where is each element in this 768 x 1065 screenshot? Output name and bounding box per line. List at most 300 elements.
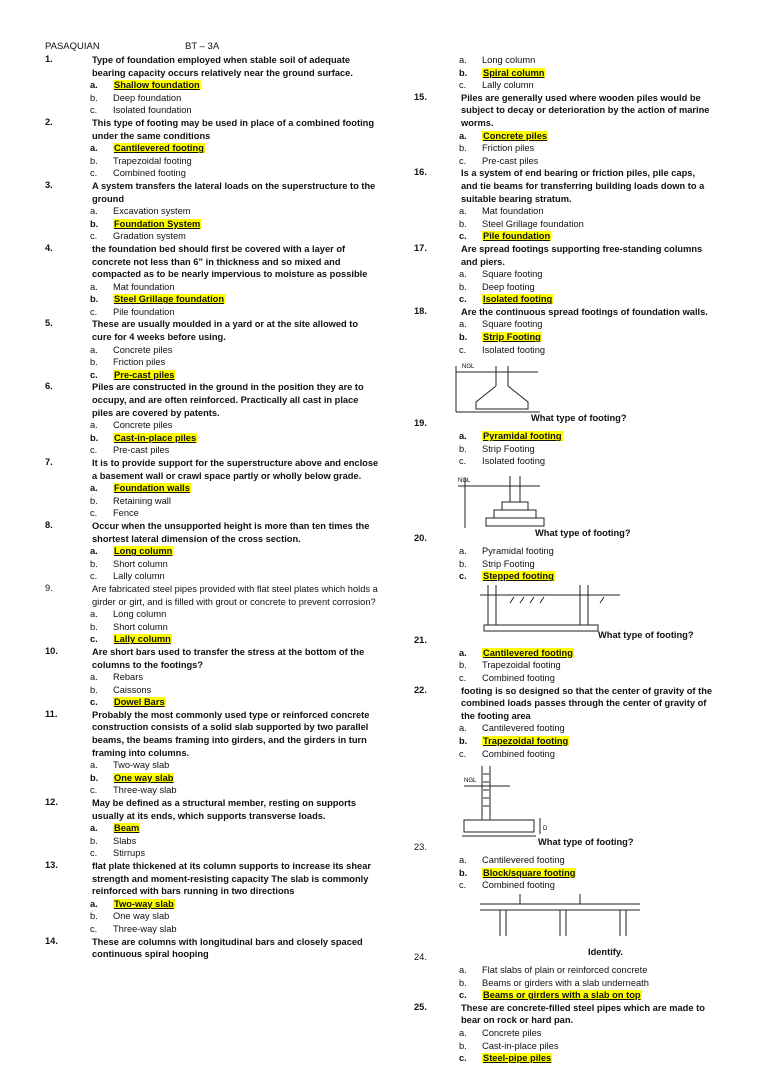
choice-letter: a. [459, 319, 467, 330]
choice-text [113, 92, 181, 105]
question-number: 19. [414, 418, 427, 429]
answer-choice [414, 331, 714, 344]
answer-highlight: Block/square footing [483, 867, 576, 878]
question-item [45, 936, 380, 961]
choice-text [482, 54, 535, 67]
choice [414, 281, 714, 294]
choice-letter: c. [90, 168, 98, 179]
choice-text [482, 672, 555, 685]
choice-text [482, 748, 555, 761]
choice-label: Slabs [113, 835, 137, 846]
choice [414, 659, 714, 672]
question-number: 24. [414, 951, 427, 962]
choice-text [113, 205, 191, 218]
choice-label: Pile foundation [113, 306, 175, 317]
figure-question [414, 468, 714, 545]
choice [45, 419, 380, 432]
choice-text [113, 306, 175, 319]
choice-letter: a. [459, 431, 467, 442]
choice-text [482, 964, 647, 977]
choice [45, 784, 380, 797]
choice-label: Isolated footing [482, 456, 546, 467]
choice-label: Rebars [113, 672, 143, 683]
figure-question [414, 356, 714, 430]
choice [45, 759, 380, 772]
choice-text [482, 79, 534, 92]
question-number: 20. [414, 533, 427, 544]
choice-text [113, 432, 197, 445]
question-text: Are the continuous spread footings of foundation walls. [461, 306, 708, 317]
question-item [45, 243, 380, 319]
choice [414, 964, 714, 977]
choice-label: Mat foundation [482, 206, 544, 217]
choice-letter: a. [90, 546, 98, 557]
choice [45, 230, 380, 243]
choice-label: Three-way slab [113, 785, 177, 796]
choice-letter: b. [459, 660, 467, 671]
choice [414, 54, 714, 67]
choice-text [482, 205, 544, 218]
choice-label: Strip Footing [482, 558, 535, 569]
choice-letter: c. [90, 508, 98, 519]
choice-label: Two-way slab [113, 760, 170, 771]
choice-text [482, 989, 642, 1002]
choice-text [482, 558, 535, 571]
choice-label: Concrete piles [113, 344, 173, 355]
question-text: flat plate thickened at its column supports to increase its shear strength and moment-resisting capacity The slab is commonly reinforced with bars running in two directions [92, 861, 371, 897]
question-text: May be defined as a structural member, resting on supports usually at its ends, which supports transverse loads. [92, 798, 356, 821]
choice-text [482, 293, 553, 306]
choice-letter: b. [459, 977, 467, 988]
choice [414, 455, 714, 468]
choice [45, 495, 380, 508]
choice-label: Stirrups [113, 848, 146, 859]
choice-label: Gradation system [113, 231, 186, 242]
answer-choice [45, 545, 380, 558]
question-item [45, 709, 380, 797]
question-item [414, 306, 714, 356]
section-label: BT – 3A [185, 41, 220, 52]
choice-letter: c. [90, 697, 98, 708]
answer-highlight: Dowel Bars [114, 697, 165, 708]
choice [414, 268, 714, 281]
choice-letter: b. [459, 443, 467, 454]
choice-letter: c. [459, 231, 467, 242]
choice-text [482, 545, 554, 558]
choice [45, 835, 380, 848]
student-name: PASAQUIAN [45, 41, 100, 52]
choice-letter: b. [90, 218, 99, 229]
footing-sketch [440, 583, 650, 635]
choice-label: Square footing [482, 269, 543, 280]
choice-letter: b. [90, 495, 98, 506]
answer-choice [414, 867, 714, 880]
choice-letter: c. [90, 306, 98, 317]
choice-label: Pyramidal footing [482, 546, 554, 557]
choice-letter: c. [459, 294, 467, 305]
choice-label: Retaining wall [113, 495, 171, 506]
answer-highlight: Cantilevered footing [114, 143, 204, 154]
answer-choice [45, 633, 380, 646]
choice-label: Isolated footing [482, 344, 546, 355]
choice-letter: b. [90, 772, 99, 783]
answer-choice [45, 482, 380, 495]
question-text: Probably the most commonly used type or reinforced concrete construction consists of a solid slab supported by two parallel beams, the beams framing into girders, and the girders in turn framing into columns. [92, 709, 370, 758]
choice-letter: b. [459, 143, 467, 154]
question-number: 7. [45, 457, 53, 467]
choice-label: Long column [482, 55, 536, 65]
answer-highlight: Concrete piles [483, 130, 548, 141]
choice-letter: c. [459, 80, 467, 91]
choice-letter: a. [90, 898, 98, 909]
choice-text [113, 281, 175, 294]
choice-label: Cast-in-place piles [482, 1040, 559, 1051]
choice-letter: b. [90, 155, 98, 166]
choice-letter: b. [459, 1040, 467, 1051]
choice-letter: b. [459, 332, 468, 343]
answer-highlight: Strip Footing [483, 332, 541, 343]
question-number: 17. [414, 242, 427, 253]
choice [45, 306, 380, 319]
choice-text [113, 671, 143, 684]
question-item [45, 520, 380, 583]
choice-label: Pre-cast piles [482, 155, 539, 166]
question-item [45, 860, 380, 936]
choice-letter: a. [459, 723, 467, 734]
choice [414, 879, 714, 892]
choice-label: Concrete piles [482, 1027, 542, 1038]
choice-label: Isolated foundation [113, 105, 192, 116]
choice-label: Pre-cast piles [113, 445, 170, 456]
choice [45, 92, 380, 105]
choice [414, 344, 714, 357]
choice-letter: c. [90, 231, 98, 242]
question-text: It is to provide support for the superstructure above and enclose a basement wall or crawl space partly or wholly below grade. [92, 458, 379, 481]
choice [45, 444, 380, 457]
choice [45, 344, 380, 357]
question-prompt: What type of footing? [531, 413, 627, 424]
choice-letter: a. [459, 855, 467, 866]
choice [414, 1027, 714, 1040]
choice-label: Combined footing [482, 673, 555, 683]
question-text: the foundation bed should first be covered with a layer of concrete not less than 6” in thickness and so mixed and compacted as to be nearly impervious to moisture as possible [92, 243, 368, 280]
choice-letter: c. [90, 785, 98, 796]
choice [45, 608, 380, 621]
answer-choice [45, 142, 380, 155]
choice [414, 142, 714, 155]
choice-letter: c. [90, 571, 98, 582]
choice-text [482, 344, 545, 357]
choice-text [113, 835, 136, 848]
choice-letter: b. [459, 558, 467, 569]
choice-text [113, 167, 186, 180]
choice-letter: b. [90, 835, 98, 846]
choice-text [113, 633, 172, 646]
choice-letter: c. [90, 105, 98, 116]
choice-text [482, 318, 542, 331]
choice-text [482, 155, 538, 168]
answer-choice [45, 822, 380, 835]
choice-letter: b. [459, 281, 467, 292]
choice-letter: b. [90, 621, 98, 632]
choice-text [482, 430, 563, 443]
choice [45, 167, 380, 180]
choice [45, 570, 380, 583]
choice [414, 854, 714, 867]
choice-letter: c. [459, 1053, 467, 1064]
choice-label: Lally column [113, 571, 165, 582]
choice-text [113, 79, 201, 92]
choice-label: Deep foundation [113, 92, 182, 103]
choice-letter: c. [459, 748, 467, 759]
answer-highlight: Pile foundation [483, 231, 551, 242]
choice-letter: b. [90, 911, 98, 922]
choice-letter: a. [90, 672, 98, 683]
question-number: 5. [45, 318, 53, 329]
question-number: 23. [414, 842, 427, 853]
choice [414, 558, 714, 571]
question-item [414, 1002, 714, 1065]
answer-choice [414, 230, 714, 243]
choice-text [113, 369, 175, 382]
choice-text [482, 331, 542, 344]
question-number: 6. [45, 381, 53, 392]
choice-letter: c. [459, 880, 467, 891]
choice-label: Caissons [113, 684, 152, 695]
answer-highlight: Two-way slab [114, 898, 174, 909]
question-item [45, 318, 380, 381]
answer-highlight: Trapezoidal footing [483, 735, 569, 746]
choice-label: Cantilevered footing [482, 855, 565, 866]
choice-text [113, 822, 140, 835]
fig-label: NGL [462, 364, 475, 371]
choice-letter: a. [459, 647, 467, 658]
question-text: These are concrete-filled steel pipes which are made to bear on rock or hard pan. [461, 1002, 705, 1026]
answer-highlight: Foundation System [114, 218, 201, 229]
choice-letter: a. [90, 609, 98, 620]
choice [45, 684, 380, 697]
choice-letter: a. [90, 483, 98, 494]
answer-highlight: Spiral column [483, 67, 545, 78]
fig-label: NGL [464, 778, 477, 785]
answer-highlight: Cantilevered footing [483, 647, 573, 658]
choice-label: Strip Footing [482, 443, 535, 454]
question-text: Are spread footings supporting free-standing columns and piers. [461, 243, 703, 267]
answer-highlight: Isolated footing [483, 294, 553, 305]
question-number: 10. [45, 645, 58, 656]
answer-highlight: One way slab [114, 772, 174, 783]
choice [45, 847, 380, 860]
choice-text [113, 696, 166, 709]
question-item [45, 117, 380, 180]
answer-choice [414, 1052, 714, 1065]
choice-text [113, 218, 201, 231]
choice-letter: c. [90, 848, 98, 859]
figure-question [414, 892, 714, 964]
choice-text [482, 659, 561, 672]
choice-label: Combined footing [482, 748, 555, 759]
question-text: Piles are generally used where wooden piles would be subject to decay or deterioration by the action of marine worms. [461, 92, 710, 128]
question-number: 4. [45, 242, 53, 253]
choice-text [113, 142, 205, 155]
question-number: 25. [414, 1001, 427, 1012]
figure-question [414, 583, 714, 647]
answer-choice [45, 772, 380, 785]
choice [45, 507, 380, 520]
choice-letter: a. [90, 344, 98, 355]
choice-label: Short column [113, 558, 168, 569]
choice-text [482, 722, 565, 735]
choice-text [113, 621, 168, 634]
answer-choice [414, 130, 714, 143]
footing-sketch [440, 356, 550, 418]
choice [45, 910, 380, 923]
choice-text [482, 281, 535, 294]
footing-sketch [440, 892, 650, 952]
choice-text [482, 570, 555, 583]
choice [45, 923, 380, 936]
choice-text [482, 443, 535, 456]
choice-label: Deep footing [482, 281, 535, 292]
question-prompt: What type of footing? [535, 528, 631, 539]
question-number: 18. [414, 305, 427, 316]
choice-text [482, 854, 565, 867]
question-item [414, 167, 714, 243]
choice [45, 104, 380, 117]
choice-text [113, 772, 174, 785]
question-item [414, 685, 714, 761]
choice-text [482, 977, 649, 990]
choice-text [113, 847, 145, 860]
question-item [45, 457, 380, 520]
choice-letter: b. [459, 735, 468, 746]
answer-choice [414, 647, 714, 660]
choice-text [482, 1027, 541, 1040]
choice-text [482, 142, 534, 155]
answer-choice [45, 218, 380, 231]
answer-highlight: Long column [114, 546, 173, 557]
question-number: 1. [45, 54, 53, 64]
choice-text [482, 268, 542, 281]
choice-letter: a. [90, 281, 98, 292]
question-text: Are fabricated steel pipes provided with flat steel plates which holds a girder or girt, and is filled with grout or concrete to prevent corrosion? [92, 583, 378, 607]
choice-label: Square footing [482, 319, 543, 330]
choice [45, 205, 380, 218]
choice-text [113, 104, 192, 117]
answer-highlight: Steel Grillage foundation [114, 294, 225, 305]
answer-choice [414, 67, 714, 80]
choice-label: Beams or girders with a slab underneath [482, 977, 649, 988]
choice-label: One way slab [113, 911, 170, 922]
choice-letter: a. [459, 964, 467, 975]
choice-label: Three-way slab [113, 923, 177, 934]
choice-label: Friction piles [113, 357, 166, 368]
choice-label: Short column [113, 621, 168, 632]
choice-label: Concrete piles [113, 420, 173, 431]
question-text: Type of foundation employed when stable soil of adequate bearing capacity occurs relatively near the ground surface. [92, 55, 353, 78]
choice-letter: a. [459, 1027, 467, 1038]
answer-choice [45, 369, 380, 382]
question-prompt: What type of footing? [538, 837, 634, 848]
question-item [45, 381, 380, 457]
choice-text [113, 684, 151, 697]
figure-question [414, 760, 714, 854]
choice-label: Friction piles [482, 143, 535, 154]
choice-text [113, 784, 177, 797]
choice-text [482, 455, 545, 468]
choice-text [482, 67, 545, 80]
answer-choice [414, 293, 714, 306]
choice [414, 205, 714, 218]
answer-highlight: Lally column [114, 634, 171, 645]
question-item [45, 180, 380, 243]
choice-text [482, 218, 584, 231]
choice-label: Trapezoidal footing [113, 155, 192, 166]
choice [414, 1040, 714, 1053]
choice-text [113, 923, 177, 936]
question-text: These are usually moulded in a yard or at the site allowed to cure for 4 weeks before using. [92, 319, 359, 343]
question-prompt: What type of footing? [598, 629, 694, 640]
choice-letter: c. [459, 344, 467, 355]
question-item [45, 54, 380, 117]
choice-letter: b. [90, 432, 99, 443]
answer-highlight: Shallow foundation [114, 80, 200, 91]
question-number: 12. [45, 797, 58, 808]
choice-letter: b. [459, 218, 467, 229]
choice-label: Fence [113, 508, 139, 519]
footing-sketch [440, 468, 550, 533]
choice [45, 155, 380, 168]
answer-highlight: Stepped footing [483, 571, 554, 582]
question-text: A system transfers the lateral loads on the superstructure to the ground [92, 180, 376, 204]
choice-letter: c. [90, 634, 98, 645]
question-number: 2. [45, 116, 53, 127]
footing-sketch [440, 760, 564, 842]
question-number: 14. [45, 935, 58, 946]
choice-label: Mat foundation [113, 281, 175, 292]
choice-letter: a. [459, 55, 467, 65]
question-number: 15. [414, 91, 427, 102]
choice [45, 558, 380, 571]
choice-label: Lally column [482, 80, 534, 91]
choice [45, 356, 380, 369]
answer-choice [414, 989, 714, 1002]
right-column [414, 54, 714, 1065]
choice [414, 545, 714, 558]
fig-label: NGL [458, 478, 471, 485]
question-text: Is a system of end bearing or friction piles, pile caps, and tie beams for transferring building loads down to a suitable bearing stratum. [461, 168, 705, 204]
choice-letter: b. [459, 67, 468, 78]
choice-letter: a. [90, 420, 98, 431]
question-item [414, 92, 714, 168]
answer-choice [45, 432, 380, 445]
choice-letter: a. [90, 823, 98, 834]
choice-text [482, 130, 548, 143]
choice-text [482, 230, 551, 243]
answer-choice [45, 898, 380, 911]
choice-label: Steel Grillage foundation [482, 218, 584, 229]
choice-text [113, 558, 168, 571]
choice-letter: a. [459, 269, 467, 280]
question-number: 16. [414, 167, 427, 178]
question-number: 21. [414, 634, 427, 645]
choice-text [113, 230, 186, 243]
choice-text [113, 356, 165, 369]
choice-text [113, 344, 172, 357]
choice [414, 977, 714, 990]
choice-letter: a. [90, 760, 98, 771]
choice-text [113, 482, 191, 495]
